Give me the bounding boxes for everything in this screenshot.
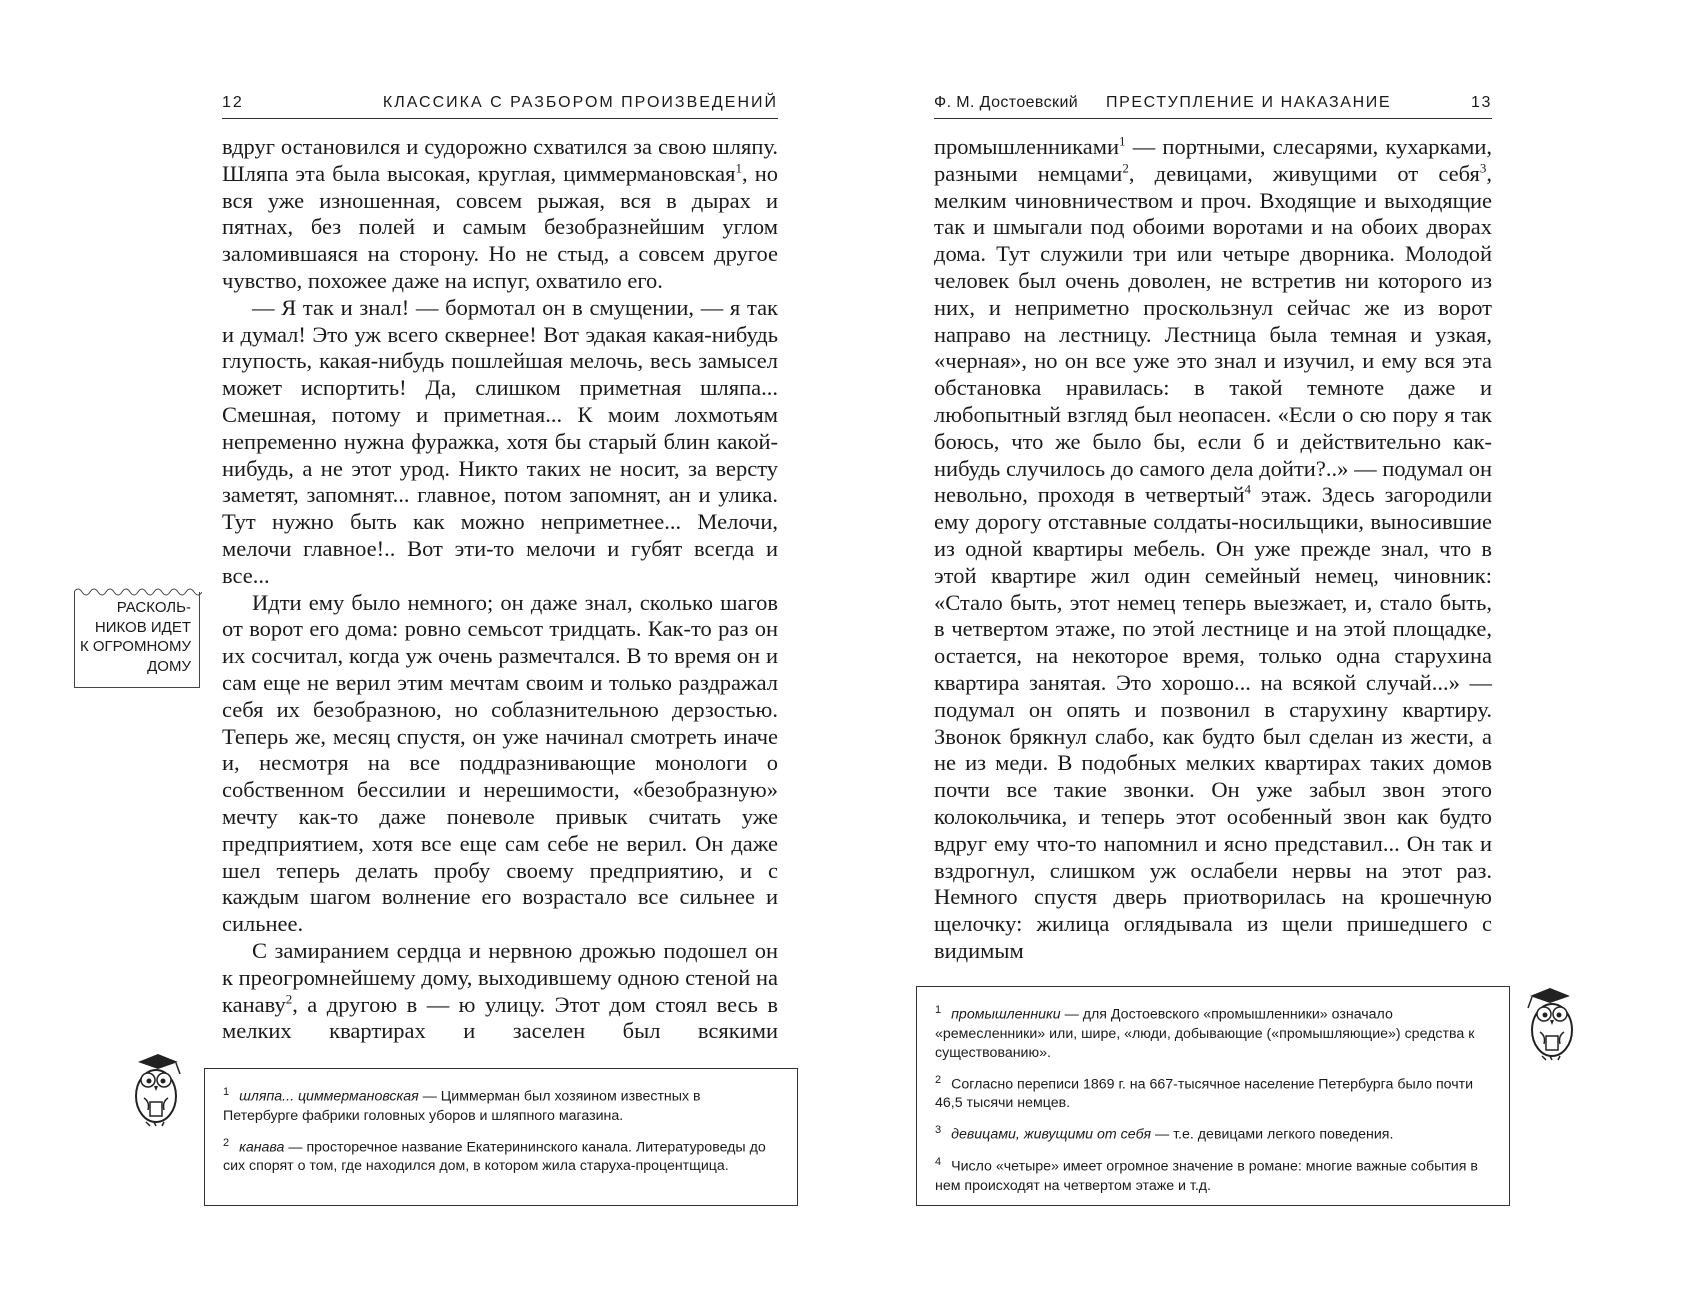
page-header-right — [934, 92, 1492, 119]
footnote-ref[interactable]: 1 — [735, 160, 742, 176]
owl-scholar-icon — [124, 1052, 188, 1128]
running-title-left: КЛАССИКА С РАЗБОРОМ ПРОИЗВЕДЕНИЙ — [382, 94, 778, 111]
wavy-border-icon — [74, 586, 202, 596]
margin-note-line: ДОМУ — [147, 657, 191, 675]
margin-note-line: НИКОВ ИДЕТ — [94, 618, 191, 636]
footnote: $^2$ канава — просторечное название Екатерининского канала. Литературоведы до сих спорят о том, где находился дом, в котором жила старуха-процентщица. — [223, 1136, 766, 1175]
right-page — [844, 0, 1688, 1311]
footnotes-left — [204, 1068, 798, 1206]
footnote: $^1$ промышленники — для Достоевского «промышленники» означало «ремесленники» или, шире, «люди, добывающие («промышляющие») средства к существованию». — [935, 1004, 1475, 1061]
footnote-ref[interactable]: 2 — [285, 991, 293, 1006]
page-number-left: 12 — [222, 94, 244, 111]
footnote-ref[interactable]: 3 — [1479, 160, 1487, 176]
paragraph: — Я так и знал! — бормотал он в смущении, — я так и думал! Это уж всего сквернее! Вот эдакая какая-нибудь глупость, какая-нибудь пошлейшая мелочь, весь замысел может испортить! Да, слишком приметная шляпа... Смешная, потому и приметная... К моим лохмотьям непременно нужна фуражка, хотя бы старый блин какой-нибудь, а не этот урод. Никто таких не носит, за версту заметят, запомнят... главное, потом запомнят, ан и улика. Тут нужно быть как можно неприметнее... Мелочи, мелочи главное!.. Вот эти-то мелочи и губят всегда и все... — [222, 294, 778, 588]
footnote: $^2$ Согласно переписи 1869 г. на 667-тысячное население Петербурга было почти 46,5 тысячи немцев. — [935, 1073, 1474, 1112]
running-author-right: Ф. М. Достоевский — [934, 94, 1079, 111]
margin-note-line: РАСКОЛЬ- — [116, 599, 191, 616]
footnotes-right — [916, 986, 1510, 1206]
footnote: $^3$ девицами, живущими от себя — т.е. девицами легкого поведения. — [935, 1124, 1394, 1144]
margin-note-line: К ОГРОМНОМУ — [79, 638, 191, 655]
footnote-ref[interactable]: 2 — [1122, 160, 1129, 176]
footnote-ref[interactable]: 1 — [1119, 133, 1126, 149]
paragraph: С замиранием сердца и нервною дрожью подошел он к преогромнейшему дому, выходившему одною стеной на канаву$^2$, а другою в — ю улицу. Этот дом стоял весь в мелких квартирах и заселен был всякими — [222, 937, 778, 1044]
paragraph: вдруг остановился и судорожно схватился за свою шляпу. Шляпа эта была высокая, круглая, циммермановская$^1$, но вся уже изношенная, совсем рыжая, вся в дырах и пятнах, без полей и самым безобразнейшим углом заломившаяся на сторону. Но не стыд, а совсем другое чувство, похожее даже на испуг, охватило его. — [222, 134, 778, 293]
paragraph: Идти ему было немного; он даже знал, сколько шагов от ворот его дома: ровно семьсот тридцать. Как-то раз он их сосчитал, когда уж очень размечтался. В то время он и сам еще не верил этим мечтам своим и только раздражал себя их безобразною, но соблазнительною дерзостью. Теперь же, месяц спустя, он уже начинал смотреть иначе и, несмотря на все поддразнивающие монологи о собственном бессилии и нерешимости, «безобразную» мечту как-то даже поневоле привык считать уже предприятием, хотя все еще сам себе не верил. Он даже шел теперь делать пробу своему предприятию, и с каждым шагом волнение его возрастало все сильнее и сильнее. — [222, 589, 778, 937]
footnote-ref[interactable]: 4 — [1244, 481, 1252, 497]
main-text-left — [222, 134, 778, 1045]
page-header-left — [222, 92, 778, 119]
footnote: $^4$ Число «четыре» имеет огромное значение в романе: многие важные события в нем происходят на четвертом этаже и т.д. — [935, 1156, 1478, 1194]
running-title-right: ПРЕСТУПЛЕНИЕ И НАКАЗАНИЕ — [1106, 94, 1392, 111]
main-text-right — [934, 134, 1492, 965]
margin-note — [74, 592, 200, 688]
page-number-right: 13 — [1471, 94, 1492, 111]
footnote: $^1$ шляпа... циммермановская — Циммерман был хозяином известных в Петербурге фабрики головных уборов и шляпного магазина. — [223, 1086, 701, 1124]
paragraph: промышленниками$^1$ — портными, слесарями, кухарками, разными немцами$^2$, девицами, живущими от себя$^3$, мелким чиновничеством и проч. Входящие и выходящие так и шмыгали под обоими воротами и на обоих дворах дома. Тут служили три или четыре дворника. Молодой человек был очень доволен, не встретив ни которого из них, и неприметно проскользнул сейчас же из ворот направо на лестницу. Лестница была темная и узкая, «черная», но он все уже это знал и изучил, и ему вся эта обстановка нравилась: в такой темноте даже и любопытный взгляд был неопасен. «Если о сю пору я так боюсь, что же было бы, если б и действительно как-нибудь случилось до самого дела дойти?..» — подумал он невольно, проходя в четвертый$^4$ этаж. Здесь загородили ему дорогу отставные солдаты-носильщики, выносившие из одной квартиры мебель. Он уже прежде знал, что в этой квартире жил один семейный немец, чиновник: «Стало быть, этот немец теперь выезжает, и, стало быть, в четвертом этаже, по этой лестнице и на этой площадке, остается, на некоторое время, только одна старухина квартира занятая. Это хорошо... на всякой случай...» — подумал он опять и позвонил в старухину квартиру. Звонок брякнул слабо, как будто был сделан из жести, а не из меди. В подобных мелких квартирах таких домов почти все такие звонки. Он уже забыл звон этого колокольчика, и теперь этот особенный звон как будто вдруг ему что-то напомнил и ясно представил... Он так и вздрогнул, слишком уж ослабели нервы на этот раз. Немного спустя дверь приотворилась на крошечную щелочку: жилица оглядывала из щели пришедшего с видимым — [934, 133, 1493, 963]
owl-scholar-icon — [1520, 986, 1584, 1062]
